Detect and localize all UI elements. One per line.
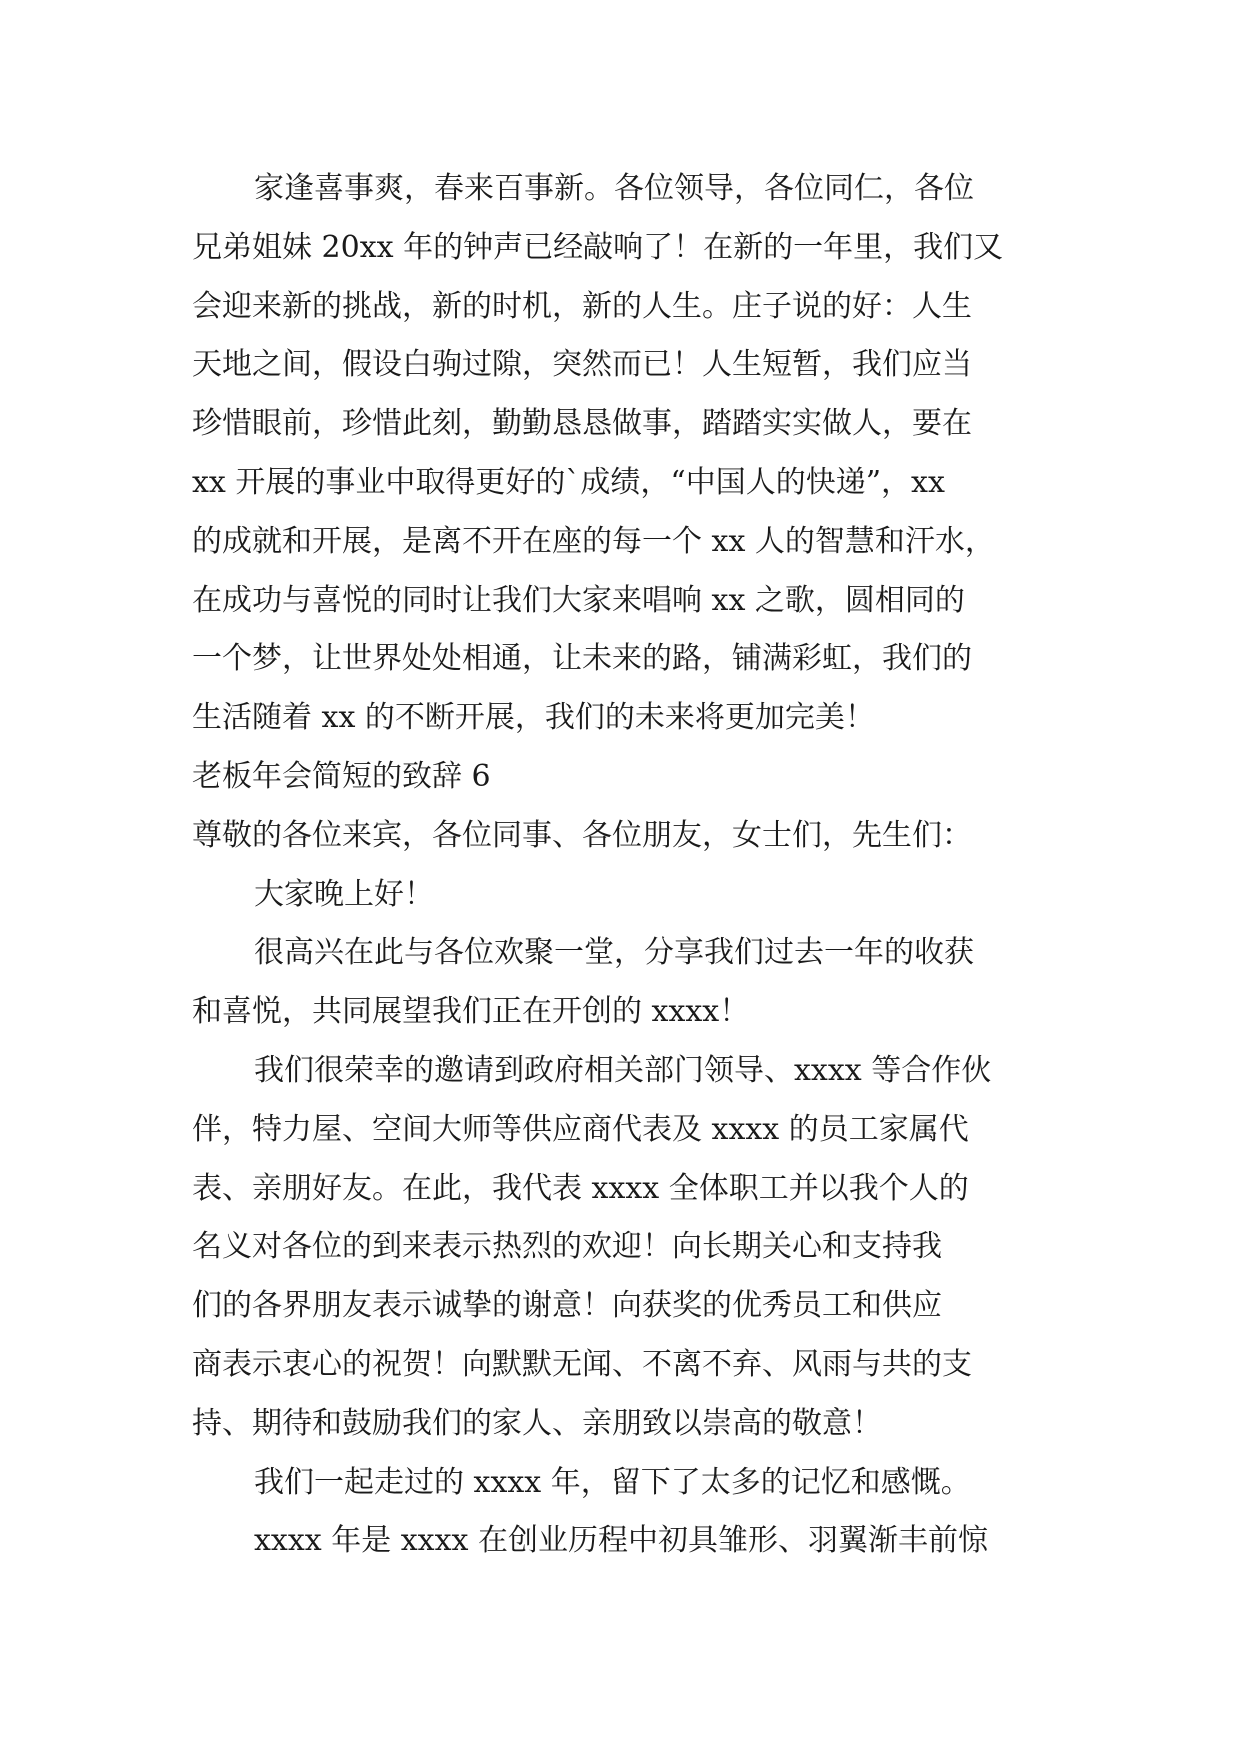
text-line: 我们一起走过的 xxxx 年，留下了太多的记忆和感慨。: [254, 1464, 971, 1500]
text-line: 我们很荣幸的邀请到政府相关部门领导、xxxx 等合作伙: [254, 1052, 992, 1088]
text-line: 天地之间，假设白驹过隙，突然而已！人生短暂，我们应当: [192, 347, 972, 383]
text-line: 尊敬的各位来宾，各位同事、各位朋友，女士们，先生们：: [192, 817, 972, 853]
text-line: 兄弟姐妹 20xx 年的钟声已经敲响了！在新的一年里，我们又: [192, 229, 1004, 265]
text-line: 和喜悦，共同展望我们正在开创的 xxxx！: [192, 994, 750, 1030]
text-line: 生活随着 xx 的不断开展，我们的未来将更加完美！: [192, 700, 875, 736]
text-line: 伴，特力屋、空间大师等供应商代表及 xxxx 的员工家属代: [192, 1111, 969, 1147]
text-line: 表、亲朋好友。在此，我代表 xxxx 全体职工并以我个人的: [192, 1170, 969, 1206]
text-line: 持、期待和鼓励我们的家人、亲朋致以崇高的敬意！: [192, 1405, 882, 1441]
text-line: 珍惜眼前，珍惜此刻，勤勤恳恳做事，踏踏实实做人，要在: [192, 406, 972, 442]
text-line: 商表示衷心的祝贺！向默默无闻、不离不弃、风雨与共的支: [192, 1346, 972, 1382]
text-line: 家逢喜事爽，春来百事新。各位领导，各位同仁，各位: [254, 171, 974, 206]
text-line: 在成功与喜悦的同时让我们大家来唱响 xx 之歌，圆相同的: [192, 582, 965, 618]
text-line: 很高兴在此与各位欢聚一堂，分享我们过去一年的收获: [254, 935, 974, 971]
text-line: xx 开展的事业中取得更好的`成绩，“中国人的快递”，xx: [192, 464, 945, 500]
text-line: 老板年会简短的致辞 6: [192, 758, 491, 794]
text-line: 会迎来新的挑战，新的时机，新的人生。庄子说的好：人生: [192, 288, 972, 324]
text-line: 们的各界朋友表示诚挚的谢意！向获奖的优秀员工和供应: [192, 1288, 942, 1324]
text-line: 一个梦，让世界处处相通，让未来的路，铺满彩虹，我们的: [192, 641, 972, 677]
text-line: 的成就和开展，是离不开在座的每一个 xx 人的智慧和汗水，: [192, 523, 995, 559]
text-line: 大家晚上好！: [254, 876, 434, 912]
document-body: [192, 160, 1072, 1571]
text-line: 名义对各位的到来表示热烈的欢迎！向长期关心和支持我: [192, 1229, 942, 1265]
text-line: xxxx 年是 xxxx 在创业历程中初具雏形、羽翼渐丰前惊: [254, 1523, 988, 1559]
